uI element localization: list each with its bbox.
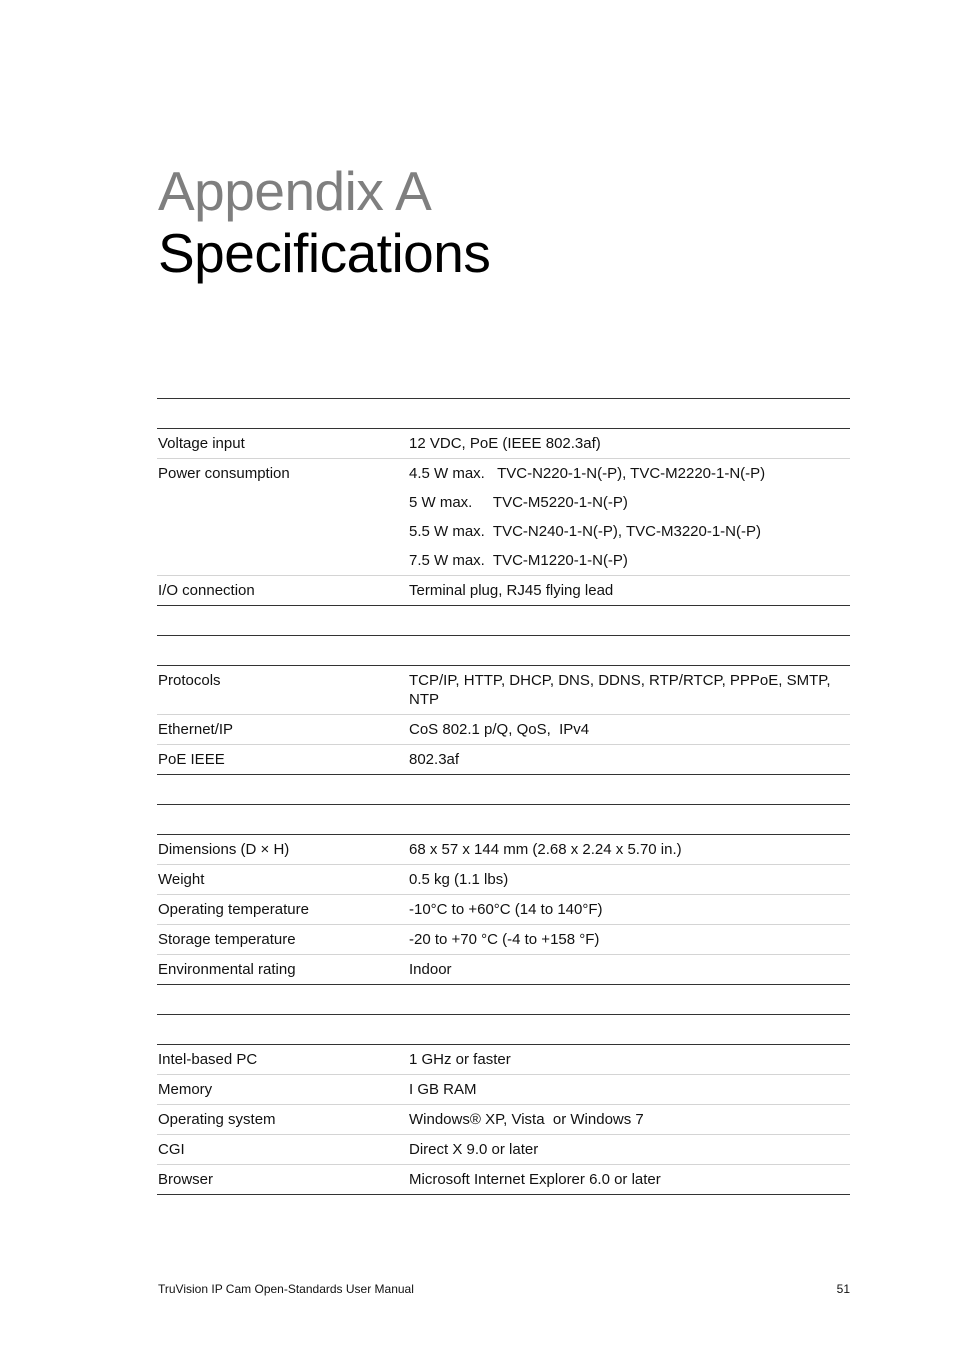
spec-label: Operating system — [158, 1111, 276, 1128]
spec-value-line: Microsoft Internet Explorer 6.0 or later — [409, 1171, 661, 1188]
spec-value-line: Direct X 9.0 or later — [409, 1141, 539, 1158]
spec-value — [408, 576, 850, 605]
spec-section — [157, 398, 850, 606]
spec-row — [157, 1045, 850, 1075]
spec-value — [408, 715, 850, 744]
section-header — [157, 636, 850, 666]
spec-value-line: 68 x 57 x 144 mm (2.68 x 2.24 x 5.70 in.) — [409, 841, 682, 858]
footer-manual-title: TruVision IP Cam Open-Standards User Manual — [158, 1282, 414, 1296]
spec-value-line: 802.3af — [409, 751, 460, 768]
spec-value — [408, 1075, 850, 1104]
spec-value — [408, 1105, 850, 1134]
spec-value — [408, 1135, 850, 1164]
spec-value-line: 7.5 W max. TVC-M1220-1-N(-P) — [409, 552, 628, 569]
spec-section — [157, 1014, 850, 1195]
section-spacer — [157, 985, 850, 1014]
spec-row — [157, 459, 850, 576]
spec-value — [408, 666, 850, 714]
footer-page-number: 51 — [836, 1282, 850, 1296]
spec-row — [157, 745, 850, 775]
spec-row — [157, 955, 850, 985]
spec-row — [157, 715, 850, 745]
spec-value-line: Terminal plug, RJ45 flying lead — [409, 582, 614, 599]
spec-value — [408, 1045, 850, 1074]
section-header — [157, 399, 850, 429]
spec-value-line: 0.5 kg (1.1 lbs) — [409, 871, 509, 888]
spec-label: Browser — [158, 1171, 214, 1188]
spec-value-line: 5 W max. TVC-M5220-1-N(-P) — [409, 494, 628, 511]
spec-value — [408, 835, 850, 864]
page-heading — [158, 160, 490, 284]
spec-label: Intel-based PC — [158, 1051, 258, 1068]
spec-value-line: -10°C to +60°C (14 to 140°F) — [409, 901, 603, 918]
spec-value-line: 4.5 W max. TVC-N220-1-N(-P), TVC-M2220-1-N(-P) — [409, 465, 766, 482]
spec-value — [408, 429, 850, 458]
page-footer — [158, 1282, 850, 1296]
spec-label: Ethernet/IP — [158, 721, 234, 738]
spec-value — [408, 1165, 850, 1194]
spec-label: PoE IEEE — [158, 751, 225, 768]
spec-value-line: Indoor — [409, 961, 452, 978]
spec-row — [157, 925, 850, 955]
spec-label: Environmental rating — [158, 961, 296, 978]
section-spacer — [157, 775, 850, 804]
spec-value — [408, 925, 850, 954]
spec-value-line: TCP/IP, HTTP, DHCP, DNS, DDNS, RTP/RTCP, PPPoE, SMTP, NTP — [409, 672, 835, 708]
section-spacer — [157, 606, 850, 635]
spec-row — [157, 865, 850, 895]
spec-label: Power consumption — [158, 465, 290, 482]
spec-value-line: CoS 802.1 p/Q, QoS, IPv4 — [409, 721, 590, 738]
spec-row — [157, 429, 850, 459]
spec-label: Protocols — [158, 672, 221, 689]
spec-label: Voltage input — [158, 435, 245, 452]
spec-row — [157, 1105, 850, 1135]
spec-value-line: 5.5 W max. TVC-N240-1-N(-P), TVC-M3220-1-N(-P) — [409, 523, 762, 540]
spec-row — [157, 835, 850, 865]
spec-row — [157, 666, 850, 715]
spec-label: Memory — [158, 1081, 213, 1098]
spec-row — [157, 576, 850, 606]
spec-section — [157, 804, 850, 985]
spec-value-line: 1 GHz or faster — [409, 1051, 511, 1068]
appendix-label: Appendix A — [158, 160, 432, 222]
spec-label: I/O connection — [158, 582, 255, 599]
spec-label: Storage temperature — [158, 931, 296, 948]
spec-value-line: 12 VDC, PoE (IEEE 802.3af) — [409, 435, 601, 452]
spec-section — [157, 635, 850, 775]
page-title: Specifications — [158, 222, 491, 284]
spec-row — [157, 1135, 850, 1165]
spec-value-line: I GB RAM — [409, 1081, 477, 1098]
spec-label: Operating temperature — [158, 901, 309, 918]
spec-row — [157, 1075, 850, 1105]
spec-value — [408, 459, 850, 575]
section-header — [157, 1015, 850, 1045]
spec-label: CGI — [158, 1141, 185, 1158]
specifications-table — [157, 398, 850, 1195]
spec-value — [408, 745, 850, 774]
spec-value — [408, 895, 850, 924]
spec-row — [157, 1165, 850, 1195]
spec-value-line: Windows® XP, Vista or Windows 7 — [409, 1111, 644, 1128]
spec-value-line: -20 to +70 °C (-4 to +158 °F) — [409, 931, 600, 948]
spec-value — [408, 865, 850, 894]
spec-label: Weight — [158, 871, 205, 888]
spec-label: Dimensions (D × H) — [158, 841, 290, 858]
spec-row — [157, 895, 850, 925]
section-header — [157, 805, 850, 835]
spec-value — [408, 955, 850, 984]
